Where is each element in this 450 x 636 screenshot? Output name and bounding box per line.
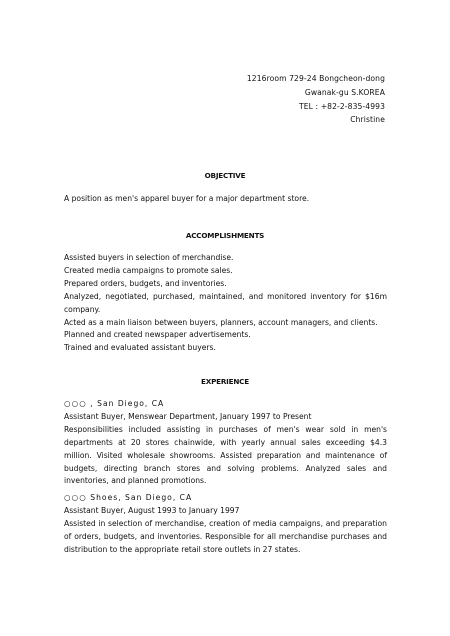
applicant-name: Christine [350, 115, 385, 125]
contact-block [247, 72, 385, 127]
list-item: Acted as a main liaison between buyers, planners, account managers, and clients. [64, 317, 378, 327]
objective-text: A position as men's apparel buyer for a major department store. [64, 194, 310, 203]
objective-heading: OBJECTIVE [204, 171, 246, 180]
job-description: Responsibilities included assisting in purchases of men's wear sold in men's departments at 20 stores chainwide, with yearly annual sales exceeding $4.3 million. Visited wholesale showrooms. Assisted preparation and maintenance of budgets, directing branch stores and solving problems. Analyzed sales and inventories, and planned promotions. [64, 424, 387, 486]
job-employer: ○○○ Shoes, San Diego, CA [64, 493, 193, 502]
job-entry-2 [64, 492, 387, 557]
job-title: Assistant Buyer, August 1993 to January 1997 [64, 505, 240, 515]
list-item: Prepared orders, budgets, and inventories. [64, 278, 227, 288]
job-employer: ○○○ , San Diego, CA [64, 399, 165, 408]
address-line-2: Gwanak-gu S.KOREA [304, 87, 385, 97]
phone-line: TEL : +82-2-835-4993 [299, 101, 385, 111]
list-item: Analyzed, negotiated, purchased, maintained, and monitored inventory for $16m company. [64, 291, 387, 314]
list-item: Planned and created newspaper advertisements. [64, 330, 251, 340]
experience-heading: EXPERIENCE [201, 377, 249, 386]
accomplishments-list [64, 252, 387, 355]
list-item: Created media campaigns to promote sales. [64, 265, 233, 275]
list-item: Assisted buyers in selection of merchandise. [64, 253, 234, 262]
job-title: Assistant Buyer, Menswear Department, January 1997 to Present [64, 411, 312, 421]
accomplishments-heading: ACCOMPLISHMENTS [185, 231, 265, 240]
job-description: Assisted in selection of merchandise, creation of media campaigns, and preparation of orders, budgets, and inventories. Responsible for all merchandise purchases and distribution to the appropriate retail store outlets in 27 states. [64, 518, 387, 554]
job-entry-1 [64, 398, 387, 488]
list-item: Trained and evaluated assistant buyers. [64, 343, 216, 353]
address-line-1: 1216room 729-24 Bongcheon-dong [246, 74, 385, 83]
